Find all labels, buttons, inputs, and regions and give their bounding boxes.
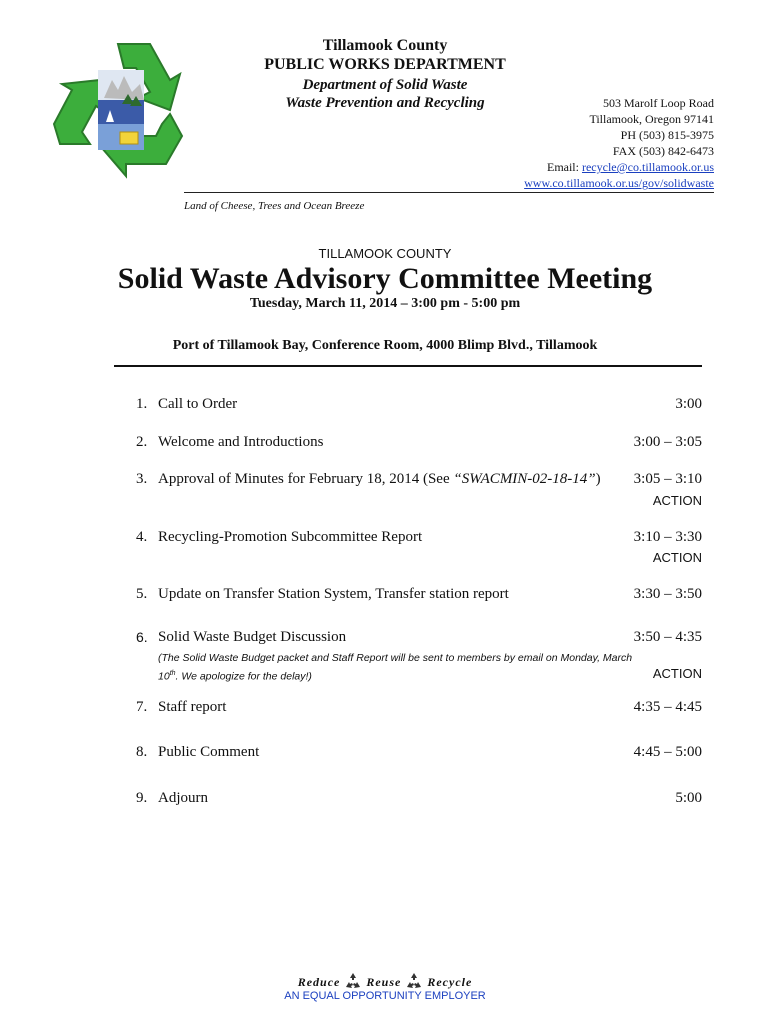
minutes-document-ref: “SWACMIN-02-18-14” — [453, 471, 596, 487]
equal-opportunity-statement: AN EQUAL OPPORTUNITY EMPLOYER — [284, 990, 486, 1002]
agenda-item-number: 5. — [136, 586, 148, 602]
agenda-item-number: 8. — [136, 744, 148, 760]
header-divider — [184, 192, 714, 193]
agenda-item-text: Update on Transfer Station System, Transfer station report — [158, 586, 509, 602]
agenda-item-number: 9. — [136, 790, 148, 806]
agenda-item-text: Call to Order — [158, 396, 238, 412]
city-address: Tillamook, Oregon 97141 — [589, 112, 714, 126]
meeting-title: Solid Waste Advisory Committee Meeting — [117, 262, 653, 295]
agenda-item-time: 3:30 – 3:50 — [633, 586, 702, 602]
meeting-location: Port of Tillamook Bay, Conference Room, 4000 Blimp Blvd., Tillamook — [172, 338, 598, 353]
recycle-symbol-icon — [405, 972, 423, 990]
agenda-item-time: 3:50 – 4:35 — [633, 629, 702, 645]
agenda-item-text: Public Comment — [158, 744, 260, 760]
agenda-item-time: 3:00 – 3:05 — [633, 434, 702, 450]
street-address: 503 Marolf Loop Road — [603, 96, 714, 110]
agenda-item-number: 6. — [136, 629, 148, 645]
budget-note-date: 10 — [158, 670, 170, 683]
org-department: PUBLIC WORKS DEPARTMENT — [264, 56, 506, 73]
org-name: Tillamook County — [322, 37, 448, 54]
agenda-item-text: Recycling-Promotion Subcommittee Report — [158, 529, 423, 545]
agenda-item-text: Adjourn — [158, 790, 208, 806]
division-program: Waste Prevention and Recycling — [285, 95, 485, 111]
budget-note — [158, 650, 678, 685]
agenda-divider — [114, 365, 702, 367]
phone-number: PH (503) 815-3975 — [620, 128, 714, 142]
meeting-county: TILLAMOOK COUNTY — [318, 246, 452, 261]
recycle-word: Recycle — [427, 975, 473, 989]
reuse-word: Reuse — [366, 975, 402, 989]
email-line — [524, 159, 714, 175]
agenda-item-text — [158, 471, 601, 488]
budget-note-line2 — [158, 666, 678, 685]
budget-note-date-suffix: th — [169, 670, 176, 677]
meeting-datetime: Tuesday, March 11, 2014 – 3:00 pm - 5:00 pm — [249, 296, 521, 311]
agenda-item-text: Solid Waste Budget Discussion — [158, 629, 347, 645]
agenda-item-time: 4:45 – 5:00 — [633, 744, 702, 760]
division-name: Department of Solid Waste — [302, 77, 468, 93]
agenda-item-time: 5:00 — [675, 790, 702, 806]
agenda-item-number: 7. — [136, 699, 148, 715]
contact-block — [524, 95, 714, 191]
agenda-item-number: 1. — [136, 396, 148, 412]
agenda-item-time: 3:05 – 3:10 — [633, 471, 702, 487]
fax-number: FAX (503) 842-6473 — [612, 144, 714, 158]
footer-slogan — [150, 972, 620, 990]
website-link[interactable]: www.co.tillamook.or.us/gov/solidwaste — [524, 176, 714, 190]
agenda-item-number: 3. — [136, 471, 148, 487]
department-header — [250, 36, 520, 74]
recycle-symbol-icon — [344, 972, 362, 990]
action-label: ACTION — [652, 666, 702, 681]
email-link[interactable]: recycle@co.tillamook.or.us — [581, 160, 714, 174]
recycle-logo-icon — [52, 40, 184, 180]
department-logo — [52, 40, 184, 180]
agenda-item-time: 3:00 — [675, 396, 702, 412]
action-label: ACTION — [652, 550, 702, 565]
email-label: Email: — [546, 160, 582, 174]
agenda-item-number: 4. — [136, 529, 148, 545]
agenda-item-time: 4:35 – 4:45 — [633, 699, 702, 715]
agenda-item-text-close: ) — [595, 471, 601, 487]
agenda-item-text-main: Approval of Minutes for February 18, 2014 (See — [158, 471, 454, 487]
agenda-item-text: Welcome and Introductions — [158, 434, 324, 450]
budget-note-apology: . We apologize for the delay!) — [175, 670, 312, 683]
budget-note-line1: (The Solid Waste Budget packet and Staff Report will be sent to members by email on Monday, March — [158, 652, 633, 664]
agenda-item-time: 3:10 – 3:30 — [633, 529, 702, 545]
agenda-item-text: Staff report — [158, 699, 227, 715]
agenda-item-number: 2. — [136, 434, 148, 450]
division-header — [250, 76, 520, 112]
reduce-word: Reduce — [297, 975, 341, 989]
action-label: ACTION — [652, 493, 702, 508]
county-motto: Land of Cheese, Trees and Ocean Breeze — [184, 200, 365, 212]
